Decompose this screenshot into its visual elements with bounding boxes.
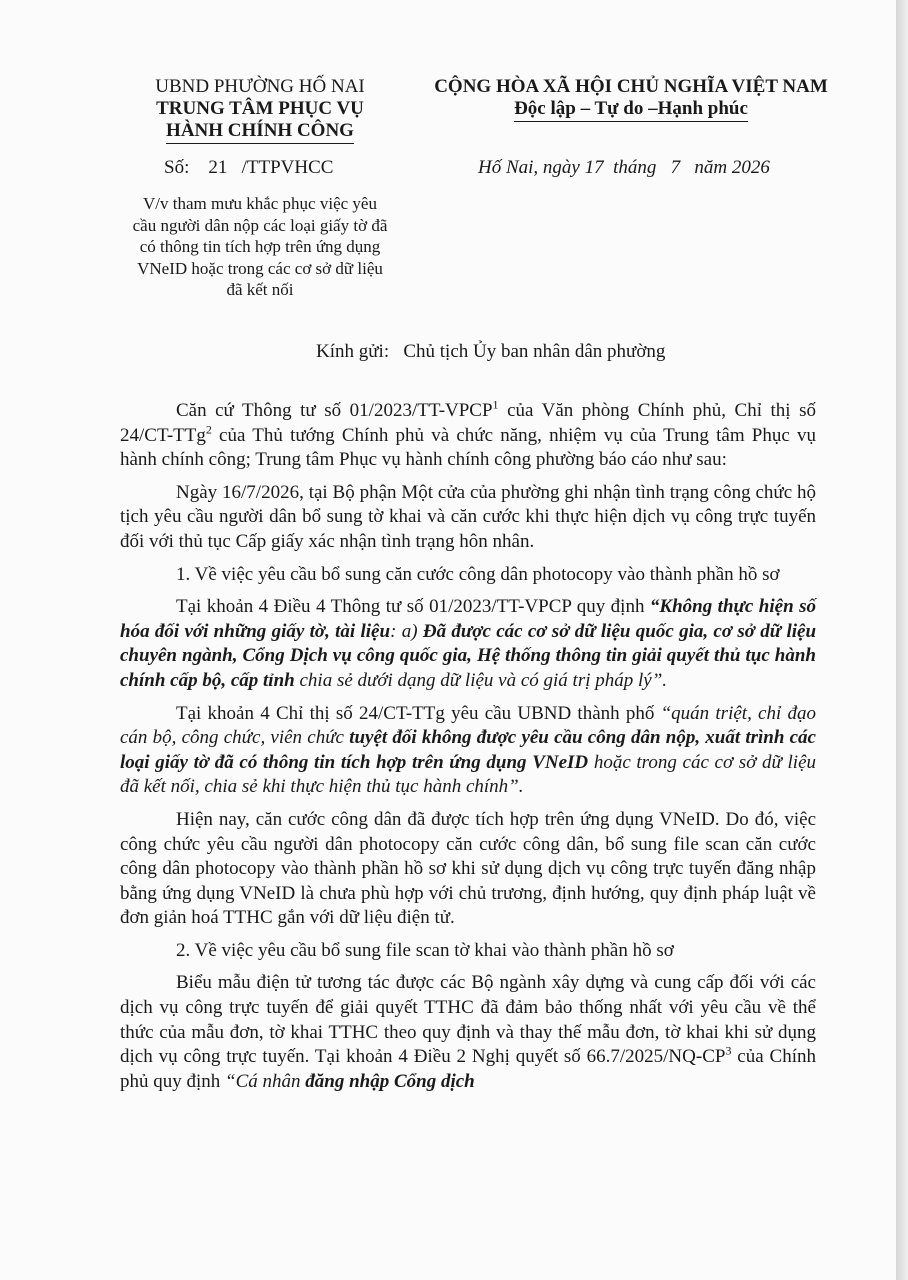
paragraph-assessment: Hiện nay, căn cước công dân đã được tích hợp trên ứng dụng VNeID. Do đó, việc công chức yêu cầu người dân photocopy căn cước công dân, bổ sung file scan căn cước công dân photocopy vào thành phần hồ sơ khi sử dụng dịch vụ công trực tuyến đăng nhập bằng ứng dụng VNeID là chưa phù hợp với chủ trương, định hướng, quy định pháp luật về đơn giản hoá TTHC gắn với dữ liệu điện tử.	[120, 808, 816, 929]
document-number: Số: 21 /TTPVHCC	[164, 157, 334, 178]
section-heading-1: 1. Về việc yêu cầu bổ sung căn cước công dân photocopy vào thành phần hồ sơ	[176, 563, 780, 585]
document-date: Hố Nai, ngày 17 tháng 7 năm 2026	[478, 157, 770, 178]
subject-line: V/v tham mưu khắc phục việc yêu	[143, 194, 377, 213]
issuing-agency-header	[100, 76, 420, 144]
footnote-ref: 1	[492, 397, 499, 412]
paragraph-incident: Ngày 16/7/2026, tại Bộ phận Một cửa của phường ghi nhận tình trạng công chức hộ tịch yêu cầu người dân bổ sung tờ khai và căn cước khi thực hiện dịch vụ công trực tuyến đối với thủ tục Cấp giấy xác nhận tình trạng hôn nhân.	[120, 481, 816, 552]
recipient-line: Kính gửi: Chủ tịch Ủy ban nhân dân phường	[316, 341, 666, 362]
subject-line: VNeID hoặc trong các cơ sở dữ liệu	[137, 258, 383, 278]
subject-line: có thông tin tích hợp trên ứng dụng	[139, 237, 381, 256]
agency-line-2: TRUNG TÂM PHỤC VỤ	[156, 98, 364, 119]
footnote-ref: 3	[725, 1043, 732, 1058]
subject-line: cầu người dân nộp các loại giấy tờ đã	[132, 215, 388, 235]
national-title: CỘNG HÒA XÃ HỘI CHỦ NGHĨA VIỆT NAM	[434, 76, 828, 97]
paragraph-e-forms: Biểu mẫu điện tử tương tác được các Bộ ngành xây dựng và cung cấp đối với các dịch vụ công trực tuyến để giải quyết TTHC đã đảm bảo thống nhất với yêu cầu về thể thức của mẫu đơn, tờ khai TTHC theo quy định và thay thế mẫu đơn, tờ khai khi sử dụng dịch vụ công trực tuyến. Tại khoản 4 Điều 2 Nghị quyết số $66.7/2025/NQ-CP^3$ của Chính phủ quy định “Cá nhân đăng nhập Cổng dịch	[120, 972, 816, 1092]
national-title-header	[410, 76, 852, 122]
paragraph-legal-basis: Căn cứ Thông tư số 01/2023/TT-VPCP$^1$ của Văn phòng Chính phủ, Chỉ thị số 24/CT-TTg$^2$ của Thủ tướng Chính phủ và chức năng, nhiệm vụ của Trung tâm Phục vụ hành chính công; Trung tâm Phục vụ hành chính công phường báo cáo như sau:	[120, 397, 816, 471]
document-body	[120, 399, 816, 1102]
paragraph-directive-quote: Tại khoản 4 Chỉ thị số 24/CT-TTg yêu cầu UBND thành phố “quán triệt, chỉ đạo cán bộ, công chức, viên chức tuyệt đối không được yêu cầu công dân nộp, xuất trình các loại giấy tờ đã có thông tin tích hợp trên ứng dụng VNeID hoặc trong các cơ sở dữ liệu đã kết nối, chia sẻ khi thực hiện thủ tục hành chính”.	[120, 702, 817, 798]
agency-line-1: UBND PHƯỜNG HỐ NAI	[155, 76, 365, 97]
page-edge	[896, 0, 908, 1280]
agency-line-3: HÀNH CHÍNH CÔNG	[166, 120, 354, 144]
national-motto: Độc lập – Tự do –Hạnh phúc	[514, 98, 748, 122]
section-heading-2: 2. Về việc yêu cầu bổ sung file scan tờ khai vào thành phần hồ sơ	[176, 939, 674, 961]
footnote-ref: 2	[205, 422, 212, 437]
document-subject	[100, 193, 420, 301]
paragraph-circular-quote: Tại khoản 4 Điều 4 Thông tư số 01/2023/TT-VPCP quy định “Không thực hiện số hóa đối với những giấy tờ, tài liệu: a) Đã được các cơ sở dữ liệu quốc gia, cơ sở dữ liệu chuyên ngành, Cổng Dịch vụ công quốc gia, Hệ thống thông tin giải quyết thủ tục hành chính cấp bộ, cấp tỉnh chia sẻ dưới dạng dữ liệu và có giá trị pháp lý”.	[120, 596, 817, 691]
subject-line: đã kết nối	[226, 280, 294, 299]
